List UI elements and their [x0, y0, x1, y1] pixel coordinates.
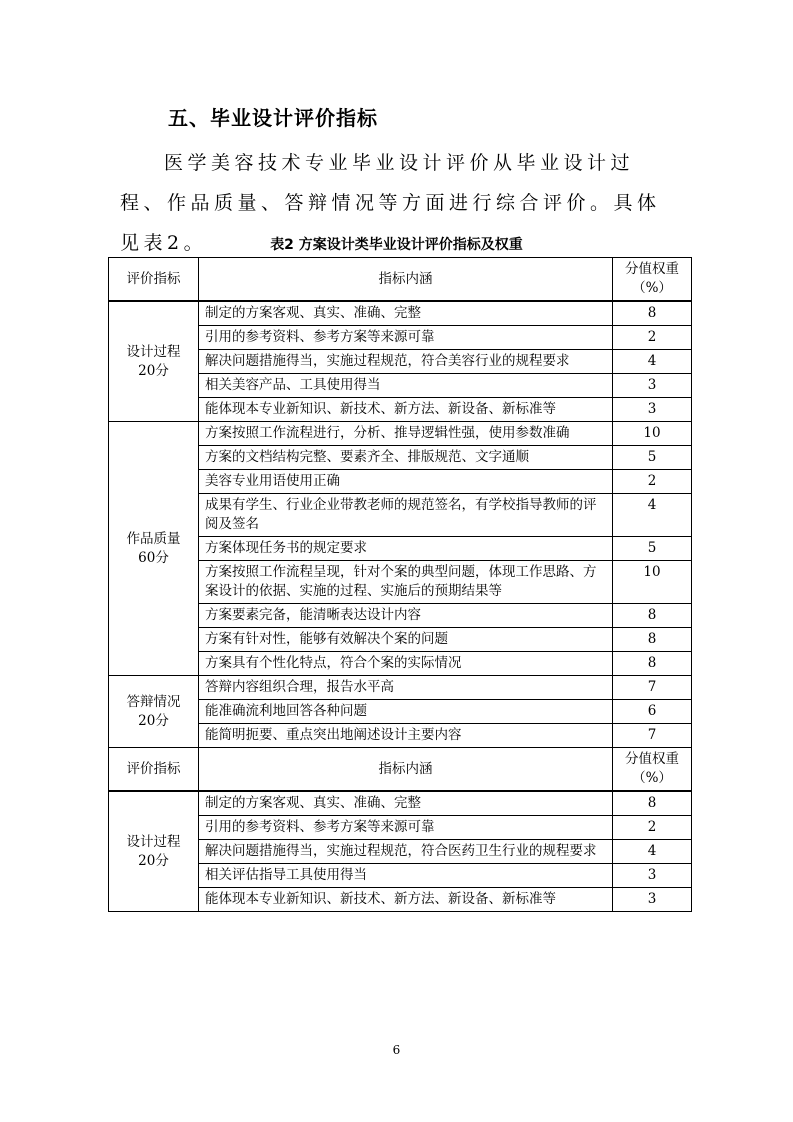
indicator-score: 20分 — [138, 852, 169, 869]
weight-cell: 5 — [613, 537, 692, 561]
content-cell: 方案体现任务书的规定要求 — [199, 537, 613, 561]
weight-cell: 2 — [613, 816, 692, 840]
header-indicator: 评价指标 — [109, 258, 199, 302]
table-caption: 表2 方案设计类毕业设计评价指标及权重 — [270, 237, 523, 253]
content-cell: 答辩内容组织合理，报告水平高 — [199, 676, 613, 700]
content-cell: 引用的参考资料、参考方案等来源可靠 — [199, 816, 613, 840]
page-number: 6 — [392, 1043, 401, 1057]
content-cell: 解决问题措施得当，实施过程规范，符合医药卫生行业的规程要求 — [199, 840, 613, 864]
weight-cell: 10 — [613, 422, 692, 446]
weight-cell: 2 — [613, 326, 692, 350]
weight-cell: 8 — [613, 791, 692, 816]
content-cell: 引用的参考资料、参考方案等来源可靠 — [199, 326, 613, 350]
weight-cell: 8 — [613, 604, 692, 628]
content-cell: 能准确流利地回答各种问题 — [199, 700, 613, 724]
weight-cell: 5 — [613, 446, 692, 470]
indicator-cell — [109, 791, 199, 912]
table-header-row — [109, 748, 692, 792]
weight-cell: 3 — [613, 398, 692, 422]
evaluation-table — [108, 257, 692, 912]
content-cell: 制定的方案客观、真实、准确、完整 — [199, 791, 613, 816]
weight-cell: 8 — [613, 628, 692, 652]
weight-cell: 3 — [613, 864, 692, 888]
indicator-name: 设计过程 — [126, 833, 181, 850]
content-cell: 美容专业用语使用正确 — [199, 470, 613, 494]
content-cell: 能简明扼要、重点突出地阐述设计主要内容 — [199, 724, 613, 748]
content-cell: 解决问题措施得当，实施过程规范，符合美容行业的规程要求 — [199, 350, 613, 374]
header-weight — [613, 748, 692, 792]
header-content: 指标内涵 — [199, 748, 613, 792]
indicator-name: 答辩情况 — [126, 693, 181, 710]
table-row — [109, 422, 692, 446]
weight-cell: 7 — [613, 724, 692, 748]
indicator-score: 20分 — [138, 712, 169, 729]
table-header-row — [109, 258, 692, 302]
header-weight — [613, 258, 692, 302]
content-cell: 相关评估指导工具使用得当 — [199, 864, 613, 888]
indicator-name: 设计过程 — [126, 343, 181, 360]
weight-cell: 2 — [613, 470, 692, 494]
indicator-cell — [109, 676, 199, 748]
content-cell: 方案具有个性化特点，符合个案的实际情况 — [199, 652, 613, 676]
weight-cell: 4 — [613, 840, 692, 864]
header-weight-line1: 分值权重 — [625, 751, 679, 767]
content-cell: 制定的方案客观、真实、准确、完整 — [199, 301, 613, 326]
weight-cell: 3 — [613, 374, 692, 398]
weight-cell: 10 — [613, 561, 692, 604]
header-weight-line2: （%） — [632, 770, 672, 786]
content-cell: 方案按照工作流程呈现，针对个案的典型问题，体现工作思路、方案设计的依据、实施的过程、实施后的预期结果等 — [199, 561, 613, 604]
weight-cell: 8 — [613, 652, 692, 676]
weight-cell: 4 — [613, 494, 692, 537]
indicator-cell — [109, 422, 199, 676]
content-cell: 方案有针对性，能够有效解决个案的问题 — [199, 628, 613, 652]
indicator-cell — [109, 301, 199, 422]
section-heading: 五、毕业设计评价指标 — [168, 106, 378, 130]
intro-text: 医学美容技术专业毕业设计评价从毕业设计过程、作品质量、答辩情况等方面进行综合评价。具体见表2。 — [120, 152, 661, 254]
content-cell: 方案要素完备，能清晰表达设计内容 — [199, 604, 613, 628]
content-cell: 能体现本专业新知识、新技术、新方法、新设备、新标准等 — [199, 398, 613, 422]
weight-cell: 8 — [613, 301, 692, 326]
table-row — [109, 301, 692, 326]
weight-cell: 3 — [613, 888, 692, 912]
content-cell: 方案按照工作流程进行，分析、推导逻辑性强，使用参数准确 — [199, 422, 613, 446]
weight-cell: 7 — [613, 676, 692, 700]
table-row — [109, 676, 692, 700]
indicator-score: 20分 — [138, 362, 169, 379]
header-content: 指标内涵 — [199, 258, 613, 302]
indicator-score: 60分 — [138, 549, 169, 566]
header-indicator: 评价指标 — [109, 748, 199, 792]
content-cell: 方案的文档结构完整、要素齐全、排版规范、文字通顺 — [199, 446, 613, 470]
content-cell: 相关美容产品、工具使用得当 — [199, 374, 613, 398]
indicator-name: 作品质量 — [126, 530, 181, 547]
header-weight-line1: 分值权重 — [625, 261, 679, 277]
table-row — [109, 791, 692, 816]
content-cell: 成果有学生、行业企业带教老师的规范签名，有学校指导教师的评阅及签名 — [199, 494, 613, 537]
weight-cell: 6 — [613, 700, 692, 724]
content-cell: 能体现本专业新知识、新技术、新方法、新设备、新标准等 — [199, 888, 613, 912]
weight-cell: 4 — [613, 350, 692, 374]
header-weight-line2: （%） — [632, 280, 672, 296]
